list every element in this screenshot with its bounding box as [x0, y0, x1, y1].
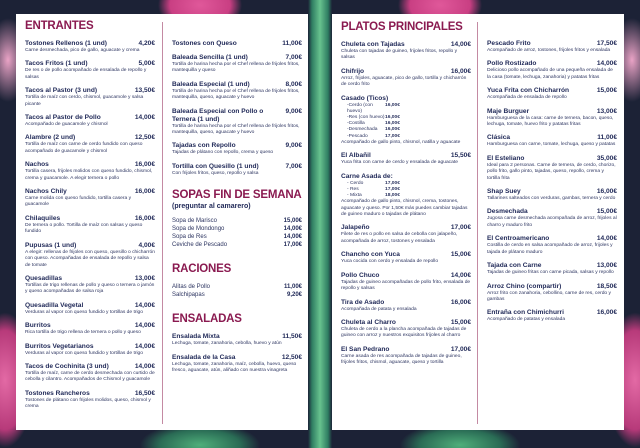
menu-item-header	[172, 81, 302, 89]
sub-option-price: 16,00€	[385, 121, 400, 127]
sub-option-price: 18,00€	[385, 193, 400, 199]
item-price: 17,00€	[283, 242, 302, 249]
menu-item	[487, 134, 617, 148]
item-price: 15,00€	[596, 87, 617, 95]
section-title: PLATOS PRINCIPALES	[341, 21, 463, 33]
section-title: SOPAS FIN DE SEMANA	[172, 189, 302, 202]
item-name: Ensalada de la Casa	[172, 353, 236, 361]
item-name: Alambre (2 und)	[25, 134, 76, 142]
item-price: 11,50€	[282, 333, 302, 341]
price-list-row	[172, 241, 302, 249]
section-title: RACIONES	[172, 263, 232, 276]
menu-section	[25, 20, 155, 411]
item-name: Salchipapas	[172, 292, 205, 299]
menu-item	[25, 242, 155, 269]
item-description: Carne desmechada, pico de gallo, aguacate y crema	[25, 48, 140, 53]
item-name: El San Pedrano	[341, 345, 390, 353]
item-name: Pollo Chuco	[341, 271, 380, 279]
item-description: Acompañado de gallo pinto, chismol, natilla y aguacate	[341, 139, 461, 145]
menu-item	[487, 283, 617, 304]
menu-item	[172, 163, 302, 177]
menu-item	[25, 60, 155, 81]
item-name: Tostones Rancheros	[25, 389, 90, 397]
item-name: Tostones con Queso	[172, 40, 237, 47]
sub-option-name: - Mixta	[347, 193, 362, 199]
price-list-row	[172, 291, 302, 299]
item-price: 16,00€	[450, 298, 471, 306]
item-name: Arroz Chino (compartir)	[487, 282, 562, 290]
menu-item	[172, 54, 302, 75]
section-title: ENSALADAS	[172, 313, 242, 326]
item-name: Chilaquiles	[25, 214, 61, 222]
menu-section	[341, 21, 471, 367]
menu-item	[25, 390, 155, 411]
menu-item	[487, 60, 617, 81]
menu-item	[341, 95, 471, 147]
menu-item-header	[341, 173, 471, 181]
item-price: 11,00€	[283, 284, 302, 291]
item-price: 13,00€	[596, 262, 617, 270]
menu-item-header	[25, 302, 155, 310]
item-name: Tortilla con Quesillo (1 und)	[172, 162, 259, 170]
item-description: Acompañado de guacamole y chismol	[25, 122, 108, 128]
column-right-2	[487, 40, 617, 330]
menu-item	[25, 161, 155, 182]
item-price: 15,00€	[596, 208, 617, 216]
item-description: De res o de pollo acompañado de ensalada de repollo y salsas	[25, 68, 147, 80]
item-description: Jugosa carne desmechada acompañada de arroz, frijoles al charro y maduro frito	[487, 216, 617, 228]
item-description: Rica tortilla de trigo rellena de ternera o pollo y queso	[25, 330, 141, 336]
item-price: 17,50€	[596, 40, 617, 47]
menu-section	[487, 40, 617, 324]
item-description: Ideal para 2 personas. Carne de ternera, de cerdo, chorizo, pollo frito, gallo pinto, tajadas, queso, repollo, crema y tortilla frita	[487, 162, 616, 181]
item-price: 15,00€	[450, 318, 471, 326]
menu-item	[487, 108, 617, 129]
item-description: Chuleta con tajadas de guineo, frijoles fritos, repollo y salsas	[341, 49, 458, 61]
menu-item	[25, 188, 155, 209]
item-name: Pollo Rostizado	[487, 60, 537, 68]
menu-item	[25, 134, 155, 155]
menu-item-header	[172, 40, 302, 48]
menu-item-header	[487, 283, 617, 291]
item-price: 17,00€	[450, 345, 471, 353]
item-price: 16,00€	[596, 309, 617, 317]
menu-section	[172, 313, 302, 374]
item-price: 14,00€	[134, 301, 155, 309]
menu-item-header	[172, 354, 302, 362]
item-name: Shap Suey	[487, 188, 521, 196]
section-title: ENTRANTES	[25, 20, 94, 32]
item-name: Sopa de Marisco	[172, 218, 218, 225]
menu-item	[487, 262, 617, 276]
item-description: Tortilla casera, frijoles molidos con queso fundido, chismol, crema y guacamole. A elegir ternera o pollo	[25, 169, 153, 181]
menu-item-header	[172, 163, 302, 171]
menu-item-header	[25, 343, 155, 351]
item-price: 12,50€	[281, 353, 302, 361]
menu-item-header	[25, 188, 155, 196]
item-description: Acompañado de patatas y ensalada	[487, 317, 566, 323]
item-name: Ceviche de Pescado	[172, 242, 228, 249]
menu-item-header	[487, 262, 617, 270]
item-description: Hamburguesa con carne, tomate, lechuga, queso y patatas	[487, 142, 616, 148]
item-price: 13,00€	[596, 107, 617, 115]
item-price: 4,00€	[138, 241, 155, 249]
item-price: 16,50€	[134, 389, 155, 397]
item-name: Tajada con Carne	[487, 262, 542, 270]
item-description: Acompañado de arroz, tostones, frijoles fritos y ensalada	[487, 48, 611, 53]
item-price: 16,00€	[134, 188, 155, 196]
menu-item	[25, 114, 155, 128]
menu-item-header	[25, 40, 155, 48]
menu-item-header	[25, 242, 155, 250]
item-name: Maje Burguer	[487, 107, 530, 115]
menu-item	[25, 363, 155, 384]
sub-option-name: -Res (con huevo)	[347, 115, 385, 121]
item-description: Costilla de cerdo en salsa acompañado de arroz, frijoles y tajada de plátano maduro	[487, 243, 613, 255]
column-divider	[477, 22, 478, 424]
item-price: 11,00€	[282, 40, 302, 47]
menu-item	[487, 309, 617, 323]
item-name: Nachos	[25, 161, 49, 169]
item-description: Delicioso pollo acompañado de una pequeña ensalada de la casa (tomate, lechuga, zanahoria) y patatas fritas	[487, 68, 613, 80]
section-subtitle: (preguntar al camarero)	[172, 203, 251, 211]
menu-item	[172, 142, 302, 156]
item-name: Chuleta con Tajadas	[341, 41, 405, 48]
item-description: Arroz, frijoles, aguacate, pico de gallo, tortilla y chicharrón de cerdo frito	[341, 75, 467, 88]
menu-item	[487, 235, 617, 256]
item-name: Pescado Frito	[487, 40, 531, 47]
item-name: Clásica	[487, 134, 511, 142]
price-list-row	[172, 283, 302, 291]
item-price: 35,00€	[596, 154, 617, 162]
item-description: Acompañada de ensalada de repollo	[487, 95, 567, 101]
menu-item	[172, 40, 302, 48]
price-list-row	[172, 217, 302, 225]
sub-option-name: -Desmechada	[347, 127, 378, 133]
item-name: Quesadilla Vegetal	[25, 301, 84, 309]
item-price: 16,00€	[134, 214, 155, 222]
sub-option	[341, 103, 471, 115]
menu-item-header	[487, 40, 617, 48]
item-description: Con frijoles fritos, queso, repollo y salsa	[172, 170, 259, 176]
item-name: Nachos Chily	[25, 188, 67, 196]
sub-option-name: - Cerdo	[347, 180, 364, 186]
menu-item	[172, 81, 302, 102]
item-price: 13,00€	[134, 274, 155, 282]
menu-item-header	[341, 41, 471, 49]
menu-item-header	[341, 95, 471, 103]
menu-item-header	[487, 155, 617, 163]
item-name: Jalapeño	[341, 224, 370, 232]
menu-item	[341, 346, 471, 367]
price-list	[172, 283, 302, 299]
menu-item-header	[487, 188, 617, 196]
item-price: 14,00€	[134, 362, 155, 370]
menu-item	[25, 302, 155, 316]
sub-option-name: -Costilla	[347, 121, 365, 127]
item-description: Carne molida con queso fundido, tortilla casera y guacamole	[25, 196, 132, 208]
sub-option-price: 17,00€	[385, 180, 400, 186]
item-description: Lechuga, tomate, zanahoria, cebolla, huevo y atún	[172, 341, 282, 347]
menu-item-header	[25, 114, 155, 122]
item-name: Baleada Especial con Pollo o Ternera (1 und)	[172, 107, 264, 123]
item-price: 18,50€	[596, 282, 617, 290]
item-name: Tacos al Pastor (3 und)	[25, 87, 98, 95]
item-price: 14,00€	[134, 342, 155, 350]
menu-item	[25, 40, 155, 54]
sub-option-price: 17,00€	[385, 133, 400, 139]
item-description: Tortilla de maíz con carne de cerdo fundido con queso acompañado de guacamole y chismol	[25, 142, 143, 154]
item-description: Lechuga, tomate, zanahoria, maíz, cebolla, huevo, queso fresco, aguacate, atún, aliñado con nuestra vinagreta	[172, 361, 297, 374]
item-name: El Albañil	[341, 152, 371, 160]
sub-option-price: 16,00€	[385, 102, 400, 108]
item-name: Burritos	[25, 322, 51, 330]
menu-item-header	[172, 54, 302, 62]
item-price: 14,00€	[450, 41, 471, 48]
item-price: 15,50€	[450, 152, 471, 160]
item-price: 14,00€	[283, 234, 302, 241]
menu-item	[172, 333, 302, 347]
item-name: Tacos Fritos (1 und)	[25, 60, 88, 68]
menu-item-header	[25, 363, 155, 371]
item-description: Chuleta de cerdo a la plancha acompañada de tajadas de guineo con arroz y nuestros exquisitos frijoles al charro	[341, 326, 467, 339]
item-price: 7,00€	[285, 162, 302, 170]
item-price: 8,00€	[285, 80, 302, 88]
item-price: 14,00€	[134, 114, 155, 122]
column-entrantes	[25, 20, 155, 417]
column-divider	[162, 22, 163, 424]
item-description: Yuca frita con carne de cerdo y ensalada de aguacate	[341, 160, 458, 166]
menu-item	[25, 322, 155, 336]
sub-option-name: -Pescado	[347, 133, 368, 139]
menu-section	[172, 263, 302, 299]
item-price: 13,50€	[134, 87, 155, 95]
item-name: Carne Asada de:	[341, 172, 393, 180]
item-name: Tacos al Pastor de Pollo	[25, 114, 101, 122]
item-price: 15,00€	[450, 251, 471, 259]
menu-item-header	[341, 68, 471, 76]
item-price: 16,00€	[134, 161, 155, 169]
menu-item	[341, 319, 471, 340]
item-description: De ternera o pollo. Tortilla de maíz con salsas y queso fundido	[25, 222, 143, 235]
menu-item	[341, 251, 471, 265]
item-name: Chancho con Yuca	[341, 251, 400, 259]
menu-item	[25, 343, 155, 357]
menu-item	[487, 87, 617, 101]
menu-item	[341, 173, 471, 219]
menu-item-header	[341, 346, 471, 354]
item-description: Tortillas de trigo rellenas de pollo y queso o ternera o jamón y queso acompañadas de salsa roja	[25, 282, 155, 295]
menu-item	[341, 272, 471, 293]
item-description: Carne asada de res acompañada de tajadas de guineo, frijoles fritos, chismol, aguacate, queso y tortilla	[341, 353, 462, 366]
item-description: A elegir: rellenas de frijoles con queso, quesillo o chicharrón con queso. Acompañadas de ensalada de repollo y salsa de tomate	[25, 249, 155, 268]
menu-item-header	[341, 299, 471, 307]
item-description: Tallarines salteados con verduras, gambas, ternera y cerdo	[487, 196, 616, 202]
item-price: 16,00€	[596, 188, 617, 196]
menu-item	[341, 41, 471, 62]
item-price: 17,00€	[450, 224, 471, 232]
item-name: Burritos Vegetarianos	[25, 342, 94, 350]
item-name: Tajadas con Repollo	[172, 142, 236, 150]
item-description: Tortilla de harina hecha por el Chef rellena de frijoles fritos, mantequilla, queso, aguacate y huevo	[172, 123, 300, 136]
sub-option-price: 17,00€	[385, 186, 400, 192]
menu-item	[341, 68, 471, 89]
menu-item	[487, 40, 617, 54]
menu-item-header	[341, 272, 471, 280]
menu-item	[487, 188, 617, 202]
item-price: 14,00€	[134, 322, 155, 330]
menu-item-header	[487, 108, 617, 116]
item-description: Hamburguesa de la casa: carne de ternera, bacon, queso, lechuga, tomate, huevo frito y patatas fritas	[487, 115, 614, 128]
item-name: Desmechada	[487, 208, 528, 216]
item-price: 15,00€	[283, 218, 302, 225]
item-name: Baleada Sencilla (1 und)	[172, 54, 248, 61]
menu-item-header	[25, 275, 155, 283]
menu-item	[172, 354, 302, 375]
menu-item-header	[25, 215, 155, 223]
item-description: Verduras al vapor con queso fundido y tortillas de trigo	[25, 350, 143, 356]
item-name: Entraña con Chimichurri	[487, 309, 564, 317]
sub-option-name: -Cerdo (con huevo)	[347, 102, 373, 114]
price-list-row	[172, 233, 302, 241]
item-price: 4,20€	[138, 40, 155, 47]
item-price: 12,50€	[134, 134, 155, 142]
menu-item	[25, 215, 155, 236]
item-name: Quesadillas	[25, 274, 63, 282]
item-description: Arroz frito con zanahoria, cebollino, carne de res, cerdo y gambas	[487, 290, 611, 302]
item-description: Tostones de plátano con frijoles molidos, queso, chismol y crema	[25, 397, 151, 410]
menu-section	[172, 189, 302, 249]
item-description: Tortilla de maíz con cerdo, chismol, guacamole y salsa picante	[25, 95, 144, 107]
item-description: Tortilla de maíz, carne de cerdo desmechada con curtido de cebolla y cilantro. Acompañados de Chismol y guacamole	[25, 370, 155, 383]
price-list	[172, 217, 302, 249]
menu-item-header	[25, 322, 155, 330]
item-price: 9,20€	[286, 292, 302, 299]
item-description: Filete de res o pollo en salsa de cebolla con jalapeño, acompañada de arroz, tostones y ensalada	[341, 232, 458, 244]
item-name: Pupusas (1 und)	[25, 241, 77, 249]
item-description: Yuca cocida con cerdo y ensalada de repollo	[341, 259, 439, 265]
item-description: Tortilla de harina hecha por el Chef rellena de frijoles fritos, mantequilla, queso, aguacate y huevo	[172, 88, 300, 101]
item-price: 16,00€	[450, 67, 471, 75]
item-name: Yuca Frita con Chicharrón	[487, 87, 570, 95]
item-name: Tacos de Cochinita (3 und)	[25, 362, 109, 370]
menu-item	[172, 108, 302, 137]
sub-option-price: 16,00€	[385, 127, 400, 133]
menu-item	[341, 299, 471, 313]
menu-section	[172, 40, 302, 177]
item-name: Tira de Asado	[341, 298, 385, 306]
menu-item	[341, 224, 471, 245]
item-name: Chifrijo	[341, 67, 365, 75]
item-price: 14,00€	[283, 226, 302, 233]
item-name: Chuleta al Charro	[341, 318, 396, 326]
item-price: 9,00€	[285, 142, 302, 150]
column-left-2	[172, 40, 302, 380]
item-price: 14,00€	[596, 235, 617, 243]
item-name: Sopa de Mondongo	[172, 226, 225, 233]
menu-item	[341, 152, 471, 166]
item-description: Tortilla de harina hecha por el Chef rellena de frijoles fritos, mantequilla y queso	[172, 62, 300, 74]
sub-option-name: - Res	[347, 186, 359, 192]
menu-item	[25, 87, 155, 108]
item-name: Casado (Ticos)	[341, 94, 389, 102]
item-description: Tajadas de plátano con repollo, crema y queso	[172, 150, 274, 156]
menu-item	[25, 275, 155, 296]
item-name: Sopa de Res	[172, 234, 207, 241]
item-name: El Centroamericano	[487, 235, 550, 243]
item-description: Tajadas de guineo fritas con carne picada, salsas y repollo	[487, 270, 614, 276]
item-price: 5,00€	[138, 60, 155, 68]
item-price: 14,00€	[596, 60, 617, 68]
item-name: El Esteliano	[487, 154, 525, 162]
item-description: Verduras al vapor con queso fundido y tortillas de trigo	[25, 309, 143, 315]
item-price: 14,00€	[450, 271, 471, 279]
item-description: Acompañado de gallo pinto, chismol, crema, tostones, aguacate y queso. Por 1,50€ más puedes cambiar tajadas de guineo maduro o tajadas de plátano	[341, 199, 468, 218]
item-description: Tajadas de guineo acompañadas de pollo frito, ensalada de repollo y salsas	[341, 279, 471, 292]
menu-item	[487, 208, 617, 229]
menu-item-header	[341, 319, 471, 327]
price-list-row	[172, 225, 302, 233]
item-name: Baleada Especial (1 und)	[172, 80, 250, 88]
item-description: Acompañada de patata y ensalada	[341, 306, 417, 312]
item-name: Ensalada Mixta	[172, 333, 220, 341]
item-name: Alitas de Pollo	[172, 284, 211, 291]
item-price: 7,00€	[285, 54, 302, 61]
menu-item-header	[25, 390, 155, 398]
item-price: 11,00€	[597, 134, 617, 142]
column-platos-principales	[341, 21, 471, 373]
item-name: Tostones Rellenos (1 und)	[25, 40, 107, 47]
item-price: 9,00€	[285, 107, 302, 115]
menu-item	[487, 155, 617, 182]
sub-option-price: 16,00€	[385, 115, 400, 121]
menu-item-header	[172, 108, 302, 124]
